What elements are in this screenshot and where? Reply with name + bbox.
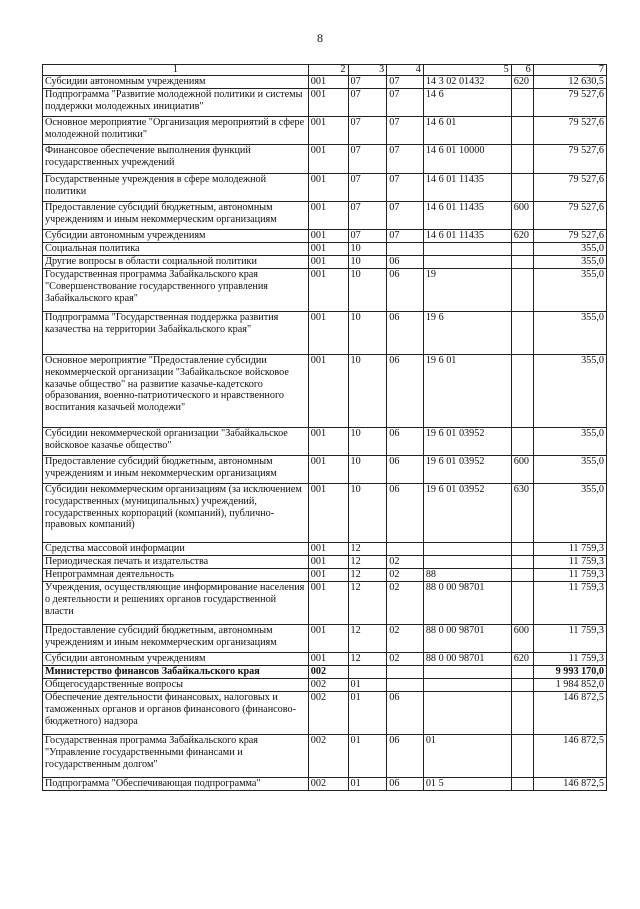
row-amount-cell: 355,0 [533,243,606,256]
table-row [43,269,607,312]
row-name-cell: Государственные учреждения в сфере молодежной политики [43,174,309,202]
row-section-cell: 10 [348,269,387,312]
table-row [43,778,607,791]
row-subsection-cell: 06 [387,456,424,484]
row-subsection-cell: 02 [387,625,424,653]
row-subsection-cell: 07 [387,202,424,230]
header-cell: 1 [43,65,309,76]
row-amount-cell: 355,0 [533,256,606,269]
row-section-cell: 10 [348,312,387,355]
row-ved-cell: 001 [308,484,348,543]
row-ved-cell: 001 [308,269,348,312]
row-ved-cell: 001 [308,355,348,428]
row-expense-type-cell [511,312,533,355]
table-row [43,484,607,543]
row-target-article-cell: 88 0 00 98701 [423,653,511,666]
row-ved-cell: 001 [308,174,348,202]
row-expense-type-cell [511,692,533,735]
row-target-article-cell [423,543,511,556]
row-name-cell: Предоставление субсидий бюджетным, автономным учреждениям и иным некоммерческим организациям [43,456,309,484]
table-row [43,243,607,256]
table-row [43,653,607,666]
row-subsection-cell: 07 [387,89,424,117]
row-subsection-cell: 07 [387,117,424,145]
row-subsection-cell: 06 [387,692,424,735]
row-target-article-cell [423,556,511,569]
row-subsection-cell: 07 [387,174,424,202]
table-row [43,543,607,556]
row-section-cell: 07 [348,89,387,117]
row-ved-cell: 001 [308,145,348,174]
row-ved-cell: 001 [308,89,348,117]
row-ved-cell: 001 [308,428,348,456]
row-amount-cell: 79 527,6 [533,89,606,117]
row-target-article-cell [423,679,511,692]
row-ved-cell: 001 [308,653,348,666]
row-subsection-cell: 06 [387,484,424,543]
table-row [43,256,607,269]
row-ved-cell: 001 [308,582,348,625]
row-amount-cell: 355,0 [533,355,606,428]
row-amount-cell: 355,0 [533,312,606,355]
row-target-article-cell: 01 5 [423,778,511,791]
row-amount-cell: 79 527,6 [533,174,606,202]
row-name-cell: Субсидии автономным учреждениям [43,653,309,666]
row-target-article-cell: 88 0 00 98701 [423,625,511,653]
row-ved-cell: 001 [308,556,348,569]
row-amount-cell: 355,0 [533,269,606,312]
row-amount-cell: 79 527,6 [533,145,606,174]
row-name-cell: Учреждения, осуществляющие информирование населения о деятельности и решениях органов государственной власти [43,582,309,625]
row-expense-type-cell [511,778,533,791]
table-row [43,202,607,230]
row-target-article-cell: 14 6 01 11435 [423,230,511,243]
row-name-cell: Финансовое обеспечение выполнения функций государственных учреждений [43,145,309,174]
row-name-cell: Подпрограмма "Обеспечивающая подпрограмма" [43,778,309,791]
row-target-article-cell: 14 6 [423,89,511,117]
row-target-article-cell: 19 6 01 03952 [423,484,511,543]
table-row [43,428,607,456]
row-amount-cell: 11 759,3 [533,556,606,569]
row-expense-type-cell: 600 [511,625,533,653]
table-row [43,692,607,735]
table-row [43,666,607,679]
header-cell: 7 [533,65,606,76]
row-target-article-cell: 19 6 [423,312,511,355]
header-cell: 5 [423,65,511,76]
row-name-cell: Государственная программа Забайкальского края "Управление государственными финансами и государственным долгом" [43,735,309,778]
row-expense-type-cell [511,543,533,556]
row-ved-cell: 002 [308,692,348,735]
row-subsection-cell: 06 [387,256,424,269]
row-subsection-cell: 06 [387,735,424,778]
row-section-cell [348,666,387,679]
row-section-cell: 12 [348,582,387,625]
table-row [43,679,607,692]
row-section-cell: 07 [348,202,387,230]
row-name-cell: Непрограммная деятельность [43,569,309,582]
row-expense-type-cell [511,89,533,117]
row-section-cell: 10 [348,256,387,269]
row-name-cell: Субсидии автономным учреждениям [43,76,309,89]
row-amount-cell: 12 630,5 [533,76,606,89]
row-expense-type-cell [511,556,533,569]
row-ved-cell: 002 [308,735,348,778]
table-row [43,174,607,202]
row-target-article-cell: 14 6 01 11435 [423,174,511,202]
row-ved-cell: 001 [308,76,348,89]
row-name-cell: Подпрограмма "Развитие молодежной политики и системы поддержки молодежных инициатив" [43,89,309,117]
row-subsection-cell: 06 [387,778,424,791]
row-amount-cell: 11 759,3 [533,625,606,653]
page-number: 8 [317,31,323,45]
row-name-cell: Другие вопросы в области социальной политики [43,256,309,269]
row-name-cell: Министерство финансов Забайкальского края [43,666,309,679]
row-target-article-cell: 19 6 01 [423,355,511,428]
table-row [43,556,607,569]
row-ved-cell: 001 [308,456,348,484]
table-row [43,89,607,117]
row-name-cell: Основное мероприятие "Предоставление субсидии некоммерческой организации "Забайкальское войсковое казачье общество" на развитие казачье-кадетского образования, военно-патриотического и нравственного воспитания казачьей молодежи" [43,355,309,428]
table-row [43,145,607,174]
row-section-cell: 10 [348,243,387,256]
row-name-cell: Социальная политика [43,243,309,256]
row-ved-cell: 002 [308,679,348,692]
header-cell: 6 [511,65,533,76]
row-expense-type-cell [511,735,533,778]
row-section-cell: 07 [348,145,387,174]
row-name-cell: Субсидии автономным учреждениям [43,230,309,243]
row-expense-type-cell [511,117,533,145]
row-subsection-cell: 07 [387,76,424,89]
row-target-article-cell: 88 0 00 98701 [423,582,511,625]
row-ved-cell: 001 [308,202,348,230]
row-expense-type-cell [511,569,533,582]
row-name-cell: Подпрограмма "Государственная поддержка развития казачества на территории Забайкальского края" [43,312,309,355]
row-name-cell: Субсидии некоммерческим организациям (за исключением государственных (муниципальных) учреждений, государственных корпораций (компаний), публично-правовых компаний) [43,484,309,543]
row-expense-type-cell [511,269,533,312]
row-name-cell: Субсидии некоммерческой организации "Забайкальское войсковое казачье общество" [43,428,309,456]
row-ved-cell: 002 [308,666,348,679]
row-ved-cell: 001 [308,117,348,145]
row-subsection-cell [387,543,424,556]
row-ved-cell: 001 [308,543,348,556]
row-name-cell: Предоставление субсидий бюджетным, автономным учреждениям и иным некоммерческим организациям [43,202,309,230]
row-amount-cell: 79 527,6 [533,202,606,230]
row-amount-cell: 355,0 [533,428,606,456]
row-amount-cell: 79 527,6 [533,230,606,243]
row-expense-type-cell [511,666,533,679]
row-expense-type-cell: 600 [511,202,533,230]
row-name-cell: Периодическая печать и издательства [43,556,309,569]
row-subsection-cell [387,666,424,679]
row-target-article-cell: 14 6 01 11435 [423,202,511,230]
row-target-article-cell: 19 6 01 03952 [423,456,511,484]
table-row [43,117,607,145]
table-row [43,355,607,428]
table-body [43,76,607,791]
row-section-cell: 07 [348,117,387,145]
row-amount-cell: 11 759,3 [533,653,606,666]
row-section-cell: 01 [348,735,387,778]
row-amount-cell: 355,0 [533,456,606,484]
row-section-cell: 12 [348,556,387,569]
row-expense-type-cell [511,582,533,625]
header-cell: 3 [348,65,387,76]
row-expense-type-cell: 620 [511,653,533,666]
row-name-cell: Основное мероприятие "Организация мероприятий в сфере молодежной политики" [43,117,309,145]
row-section-cell: 01 [348,679,387,692]
row-section-cell: 12 [348,625,387,653]
row-subsection-cell: 02 [387,653,424,666]
row-amount-cell: 11 759,3 [533,582,606,625]
row-target-article-cell: 01 [423,735,511,778]
row-expense-type-cell: 620 [511,76,533,89]
row-expense-type-cell [511,243,533,256]
row-target-article-cell: 19 6 01 03952 [423,428,511,456]
row-subsection-cell: 02 [387,569,424,582]
row-subsection-cell: 02 [387,582,424,625]
table-row [43,456,607,484]
row-subsection-cell: 06 [387,355,424,428]
row-target-article-cell: 14 3 02 01432 [423,76,511,89]
row-expense-type-cell [511,174,533,202]
row-subsection-cell: 07 [387,230,424,243]
row-name-cell: Средства массовой информации [43,543,309,556]
row-section-cell: 12 [348,569,387,582]
header-row [43,65,607,76]
row-subsection-cell: 06 [387,269,424,312]
row-section-cell: 07 [348,76,387,89]
row-amount-cell: 355,0 [533,484,606,543]
row-amount-cell: 146 872,5 [533,735,606,778]
header-cell: 2 [308,65,348,76]
row-expense-type-cell: 620 [511,230,533,243]
row-expense-type-cell [511,355,533,428]
row-target-article-cell [423,256,511,269]
row-section-cell: 12 [348,653,387,666]
row-expense-type-cell: 630 [511,484,533,543]
row-ved-cell: 001 [308,569,348,582]
row-section-cell: 01 [348,778,387,791]
row-section-cell: 07 [348,230,387,243]
row-name-cell: Государственная программа Забайкальского края "Совершенствование государственного управления Забайкальского края" [43,269,309,312]
row-amount-cell: 146 872,5 [533,692,606,735]
row-target-article-cell [423,666,511,679]
table-row [43,76,607,89]
row-amount-cell: 11 759,3 [533,569,606,582]
row-name-cell: Общегосударственные вопросы [43,679,309,692]
table-row [43,230,607,243]
row-target-article-cell: 14 6 01 [423,117,511,145]
row-subsection-cell: 06 [387,428,424,456]
row-section-cell: 01 [348,692,387,735]
row-amount-cell: 146 872,5 [533,778,606,791]
table-row [43,735,607,778]
row-target-article-cell: 88 [423,569,511,582]
row-amount-cell: 9 993 170,0 [533,666,606,679]
row-ved-cell: 001 [308,625,348,653]
row-target-article-cell [423,692,511,735]
header-cell: 4 [387,65,424,76]
row-subsection-cell: 07 [387,145,424,174]
row-ved-cell: 001 [308,256,348,269]
row-subsection-cell [387,679,424,692]
row-ved-cell: 001 [308,230,348,243]
row-ved-cell: 001 [308,243,348,256]
row-section-cell: 10 [348,428,387,456]
row-name-cell: Предоставление субсидий бюджетным, автономным учреждениям и иным некоммерческим организациям [43,625,309,653]
row-expense-type-cell [511,679,533,692]
budget-table [42,64,607,791]
row-section-cell: 12 [348,543,387,556]
row-target-article-cell: 14 6 01 10000 [423,145,511,174]
row-subsection-cell: 02 [387,556,424,569]
table-row [43,312,607,355]
row-subsection-cell [387,243,424,256]
row-section-cell: 10 [348,456,387,484]
row-expense-type-cell [511,428,533,456]
table-row [43,625,607,653]
row-amount-cell: 79 527,6 [533,117,606,145]
row-ved-cell: 002 [308,778,348,791]
row-expense-type-cell [511,256,533,269]
row-section-cell: 10 [348,355,387,428]
row-name-cell: Обеспечение деятельности финансовых, налоговых и таможенных органов и органов финансового (финансово-бюджетного) надзора [43,692,309,735]
row-expense-type-cell [511,145,533,174]
row-expense-type-cell: 600 [511,456,533,484]
row-section-cell: 07 [348,174,387,202]
row-amount-cell: 11 759,3 [533,543,606,556]
row-section-cell: 10 [348,484,387,543]
row-amount-cell: 1 984 852,0 [533,679,606,692]
table-row [43,569,607,582]
row-target-article-cell: 19 [423,269,511,312]
table-row [43,582,607,625]
row-ved-cell: 001 [308,312,348,355]
row-target-article-cell [423,243,511,256]
row-subsection-cell: 06 [387,312,424,355]
